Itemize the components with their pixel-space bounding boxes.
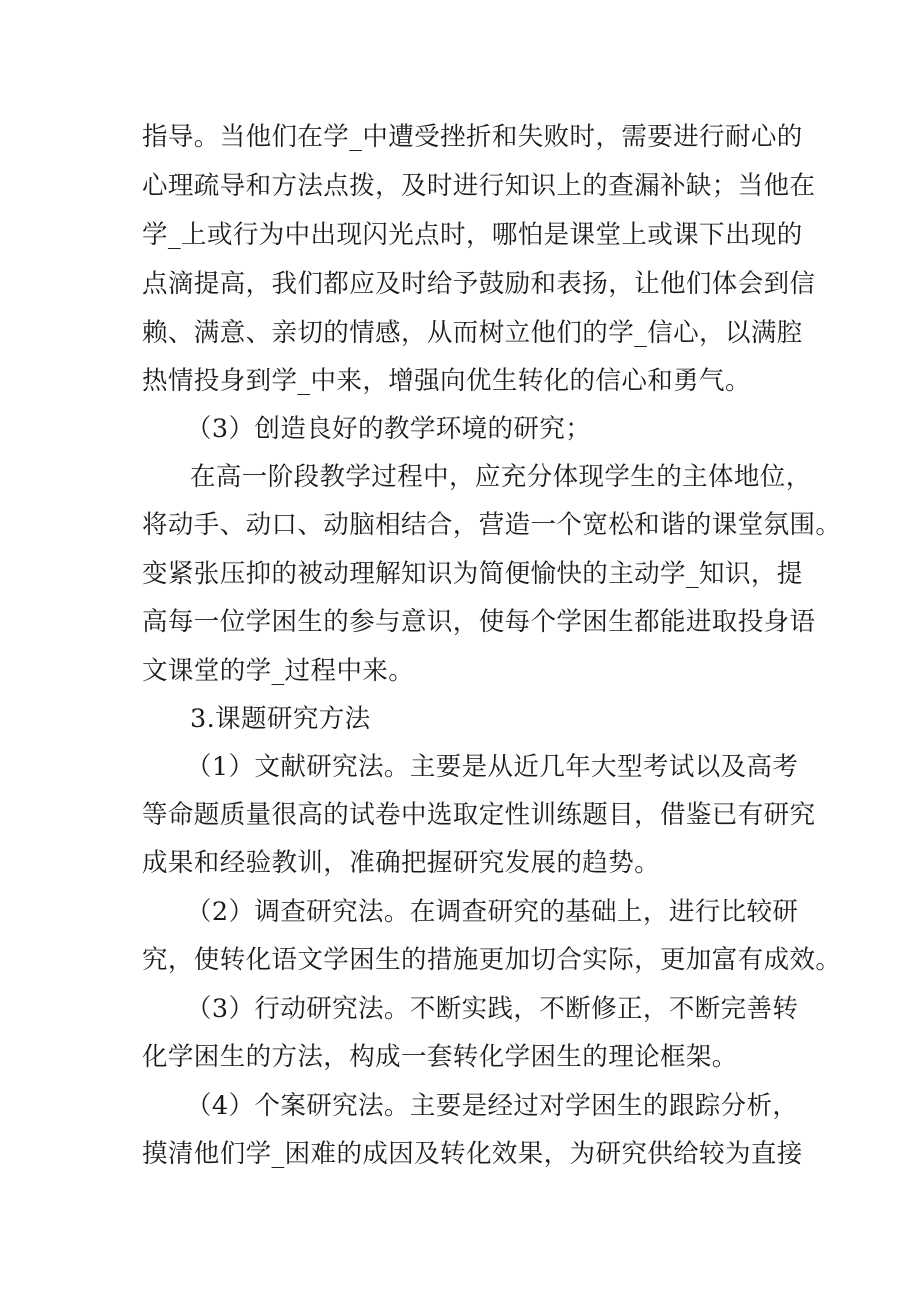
text-line: 变紧张压抑的被动理解知识为简便愉快的主动学_知识，提 xyxy=(142,559,803,589)
text-line: 心理疏导和方法点拨，及时进行知识上的查漏补缺；当他在 xyxy=(142,171,816,201)
text-line: 摸清他们学_困难的成因及转化效果，为研究供给较为直接 xyxy=(142,1139,803,1169)
text-line: 热情投身到学_中来，增强向优生转化的信心和勇气。 xyxy=(142,366,751,396)
text-line: 成果和经验教训，准确把握研究发展的趋势。 xyxy=(142,848,661,878)
text-line: 高每一位学困生的参与意识，使每个学困生都能进取投身语 xyxy=(142,607,816,637)
text-line: （1）文献研究法。主要是从近几年大型考试以及高考 xyxy=(186,752,799,782)
text-line: 学_上或行为中出现闪光点时，哪怕是课堂上或课下出现的 xyxy=(142,220,803,250)
text-line: 等命题质量很高的试卷中选取定性训练题目，借鉴已有研究 xyxy=(142,800,816,830)
text-line: 文课堂的学_过程中来。 xyxy=(142,656,415,686)
section-heading: 3.课题研究方法 xyxy=(190,704,371,734)
text-line: 在高一阶段教学过程中，应充分体现学生的主体地位， xyxy=(190,462,812,492)
text-line: 将动手、动口、动脑相结合，营造一个宽松和谐的课堂氛围。 xyxy=(142,510,842,540)
text-line: 赖、满意、亲切的情感，从而树立他们的学_信心，以满腔 xyxy=(142,318,803,348)
section-heading: （3）创造良好的教学环境的研究； xyxy=(186,414,592,444)
text-line: 点滴提高，我们都应及时给予鼓励和表扬，让他们体会到信 xyxy=(142,269,816,299)
text-line: （2）调查研究法。在调查研究的基础上，进行比较研 xyxy=(186,897,799,927)
text-line: （4）个案研究法。主要是经过对学困生的跟踪分析， xyxy=(186,1091,799,1121)
text-line: 化学困生的方法，构成一套转化学困生的理论框架。 xyxy=(142,1042,738,1072)
text-line: 指导。当他们在学_中遭受挫折和失败时，需要进行耐心的 xyxy=(142,122,803,152)
text-line: 究，使转化语文学困生的措施更加切合实际，更加富有成效。 xyxy=(142,945,842,975)
text-line: （3）行动研究法。不断实践，不断修正，不断完善转 xyxy=(186,994,799,1024)
